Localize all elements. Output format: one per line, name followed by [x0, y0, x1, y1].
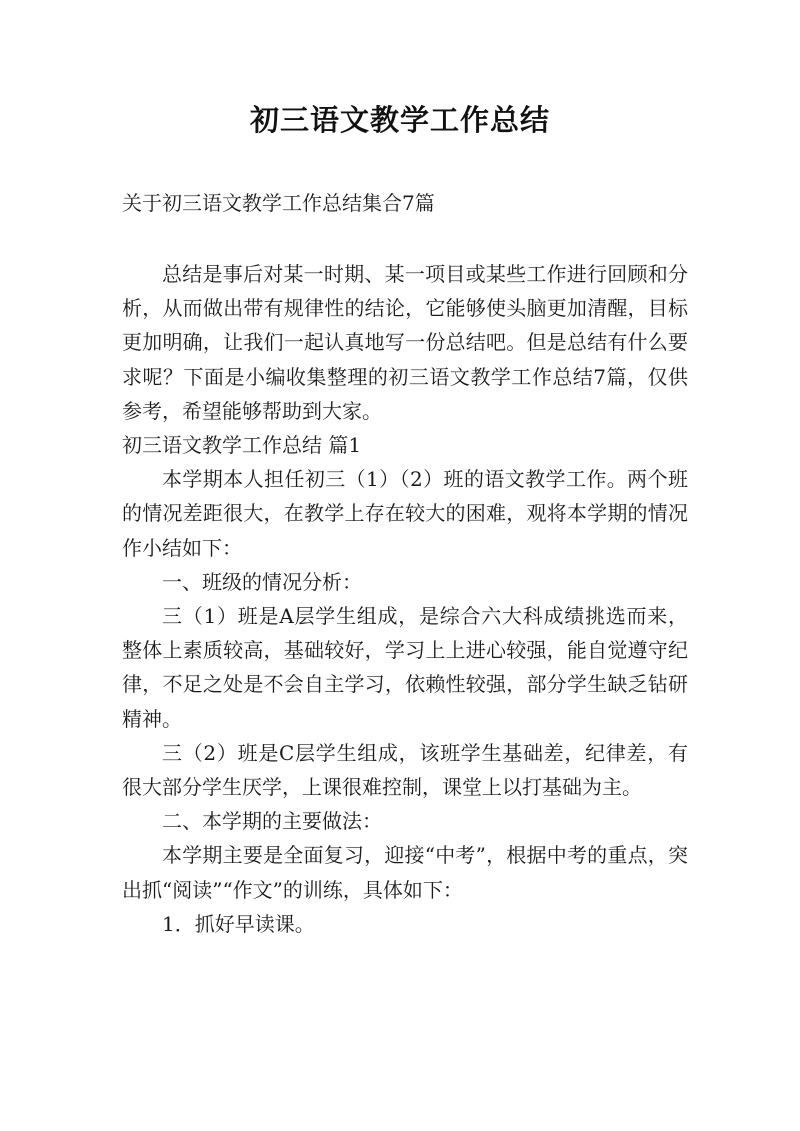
- intro-paragraph: 总结是事后对某一时期、某一项目或某些工作进行回顾和分析，从而做出带有规律性的结论，它能够使头脑更加清醒，目标更加明确，让我们一起认真地写一份总结吧。但是总结有什么要求呢？下面是小编收集整理的初三语文教学工作总结7篇，仅供参考，希望能够帮助到大家。: [122, 262, 688, 423]
- document-title: 初三语文教学工作总结: [249, 103, 550, 137]
- body-paragraph: 三（2）班是C层学生组成，该班学生基础差，纪律差，有很大部分学生厌学，上课很难控制，课堂上以打基础为主。: [122, 740, 688, 800]
- section-heading: 初三语文教学工作总结 篇1: [122, 433, 362, 458]
- body-paragraph: 本学期主要是全面复习，迎接“中考”，根据中考的重点，突出抓“阅读”“作文”的训练，具体如下：: [122, 843, 688, 902]
- document-body: [122, 257, 688, 941]
- body-paragraph: 一、班级的情况分析：: [162, 569, 362, 594]
- body-paragraph: 本学期本人担任初三（1）（2）班的语文教学工作。两个班的情况差距很大，在教学上存在较大的困难，观将本学期的情况作小结如下：: [122, 467, 688, 560]
- body-paragraph: 三（1）班是A层学生组成，是综合六大科成绩挑选而来，整体上素质较高，基础较好，学习上上进心较强，能自觉遵守纪律，不足之处是不会自主学习，依赖性较强，部分学生缺乏钻研精神。: [122, 604, 688, 731]
- body-paragraph: 1．抓好早读课。: [162, 911, 315, 936]
- body-paragraph: 二、本学期的主要做法：: [162, 809, 382, 834]
- document-subtitle: 关于初三语文教学工作总结集合7篇: [122, 191, 435, 215]
